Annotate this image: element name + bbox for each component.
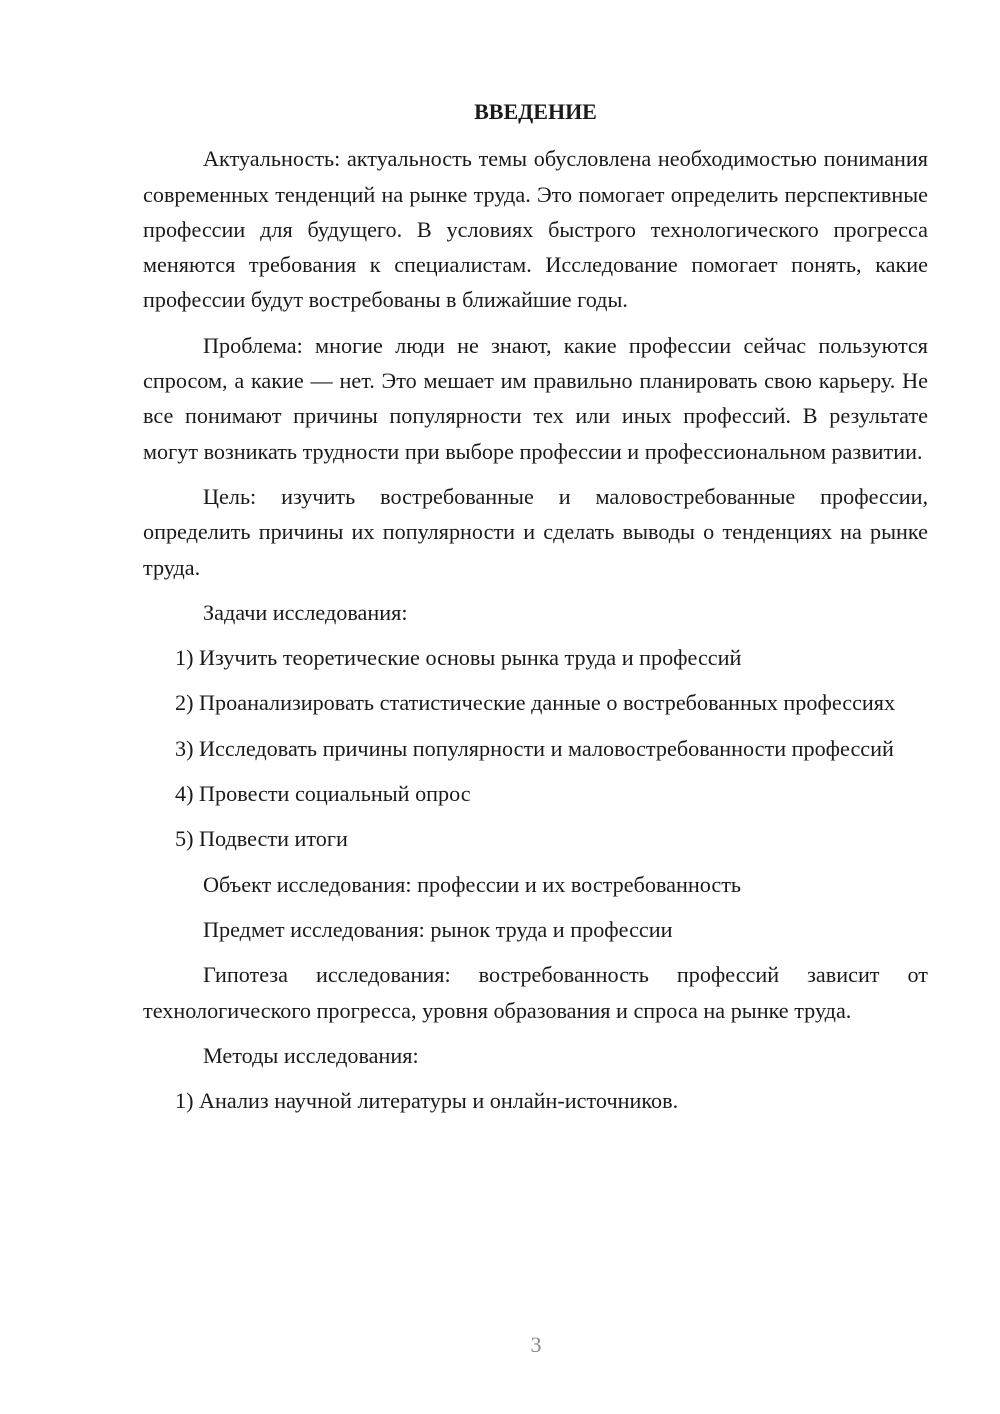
task-item: 3) Исследовать причины популярности и маловостребованности профессий (175, 735, 894, 761)
hypothesis-paragraph: Гипотеза исследования: востребованность профессий зависит от технологического прогресса, уровня образования и спроса на рынке труда. (143, 962, 928, 1023)
methods-heading: Методы исследования: (203, 1042, 419, 1068)
task-item: 2) Проанализировать статистические данные о востребованных профессиях (175, 690, 896, 716)
relevance-paragraph: Актуальность: актуальность темы обусловлена необходимостью понимания современных тенденций на рынке труда. Это помогает определить перспективные профессии для будущего. В условиях быстрого технологического прогресса меняются требования к специалистам. Исследование помогает понять, какие профессии будут востребованы в ближайшие годы. (143, 146, 928, 313)
problem-paragraph: Проблема: многие люди не знают, какие профессии сейчас пользуются спросом, а какие — нет. Это мешает им правильно планировать свою карьеру. Не все понимают причины популярности тех или иных профессий. В результате могут возникать трудности при выборе профессии и профессиональном развитии. (143, 332, 928, 464)
task-item: 1) Изучить теоретические основы рынка труда и профессий (175, 645, 742, 671)
task-item: 5) Подвести итоги (175, 826, 348, 852)
section-title: ВВЕДЕНИЕ (474, 99, 597, 124)
method-item: 1) Анализ научной литературы и онлайн-источников. (175, 1088, 679, 1114)
document-page (143, 94, 928, 1128)
page-number: 3 (530, 1332, 542, 1357)
object-line: Объект исследования: профессии и их востребованность (203, 871, 742, 897)
tasks-heading: Задачи исследования: (203, 599, 408, 625)
subject-line: Предмет исследования: рынок труда и профессии (203, 916, 673, 942)
task-item: 4) Провести социальный опрос (175, 781, 471, 807)
goal-paragraph: Цель: изучить востребованные и маловостребованные профессии, определить причины их популярности и сделать выводы о тенденциях на рынке труда. (143, 483, 928, 580)
